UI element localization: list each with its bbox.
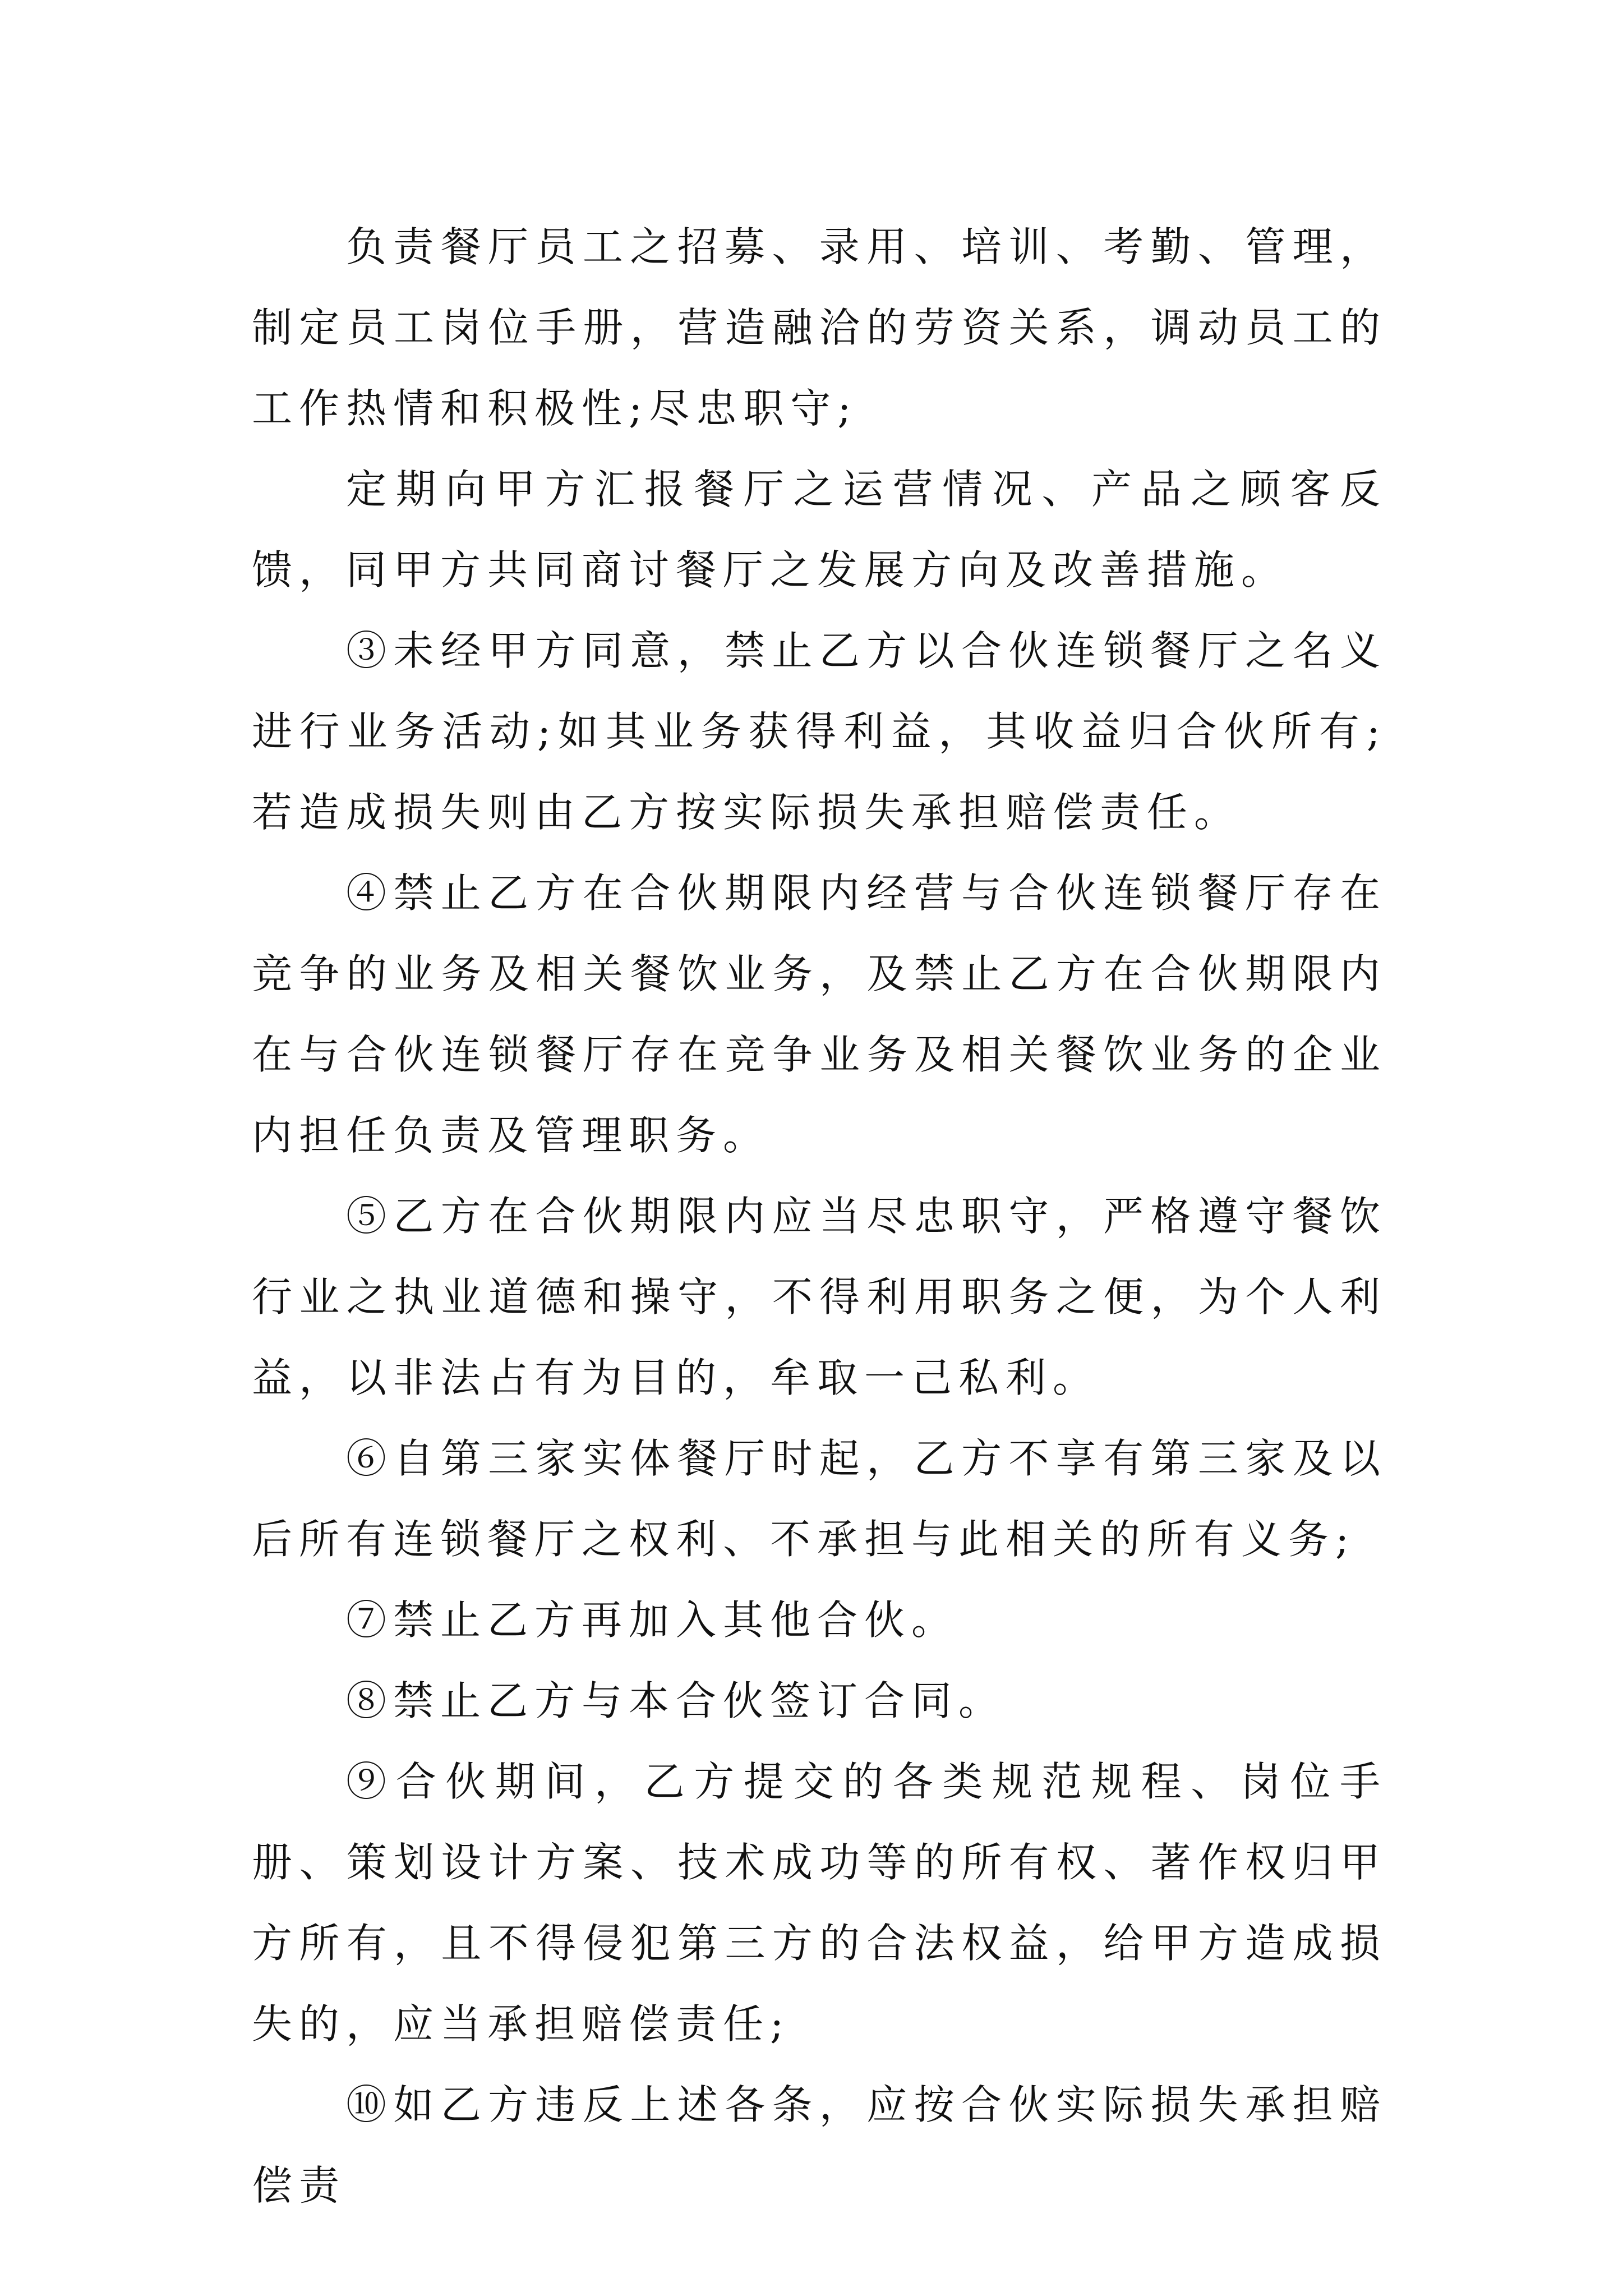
paragraph-clause-7: ⑦禁止乙方再加入其他合伙。 bbox=[346, 1596, 959, 1644]
document-body bbox=[252, 206, 1387, 2226]
paragraph-clause-10: ⑩如乙方违反上述各条，应按合伙实际损失承担赔偿责 bbox=[252, 2081, 1387, 2209]
paragraph-clause-6: ⑥自第三家实体餐厅时起，乙方不享有第三家及以后所有连锁餐厅之权利、不承担与此相关的所有义务; bbox=[252, 1435, 1387, 1563]
paragraph-clause-8: ⑧禁止乙方与本合伙签订合同。 bbox=[346, 1677, 1006, 1724]
paragraph-clause-5: ⑤乙方在合伙期限内应当尽忠职守，严格遵守餐饮行业之执业道德和操守，不得利用职务之便，为个人利益，以非法占有为目的，牟取一己私利。 bbox=[252, 1193, 1387, 1401]
paragraph-clause-4: ④禁止乙方在合伙期限内经营与合伙连锁餐厅存在竞争的业务及相关餐饮业务，及禁止乙方在合伙期限内在与合伙连锁餐厅存在竞争业务及相关餐饮业务的企业内担任负责及管理职务。 bbox=[252, 869, 1387, 1159]
paragraph-report-to-party-a: 定期向甲方汇报餐厅之运营情况、产品之顾客反馈，同甲方共同商讨餐厅之发展方向及改善措施。 bbox=[252, 466, 1387, 593]
paragraph-clause-3: ③未经甲方同意，禁止乙方以合伙连锁餐厅之名义进行业务活动;如其业务获得利益，其收益归合伙所有;若造成损失则由乙方按实际损失承担赔偿责任。 bbox=[252, 627, 1387, 836]
paragraph-clause-9: ⑨合伙期间，乙方提交的各类规范规程、岗位手册、策划设计方案、技术成功等的所有权、著作权归甲方所有，且不得侵犯第三方的合法权益，给甲方造成损失的，应当承担赔偿责任; bbox=[252, 1758, 1387, 2047]
paragraph-staff-management: 负责餐厅员工之招募、录用、培训、考勤、管理，制定员工岗位手册，营造融洽的劳资关系，调动员工的工作热情和积极性;尽忠职守; bbox=[252, 223, 1387, 432]
